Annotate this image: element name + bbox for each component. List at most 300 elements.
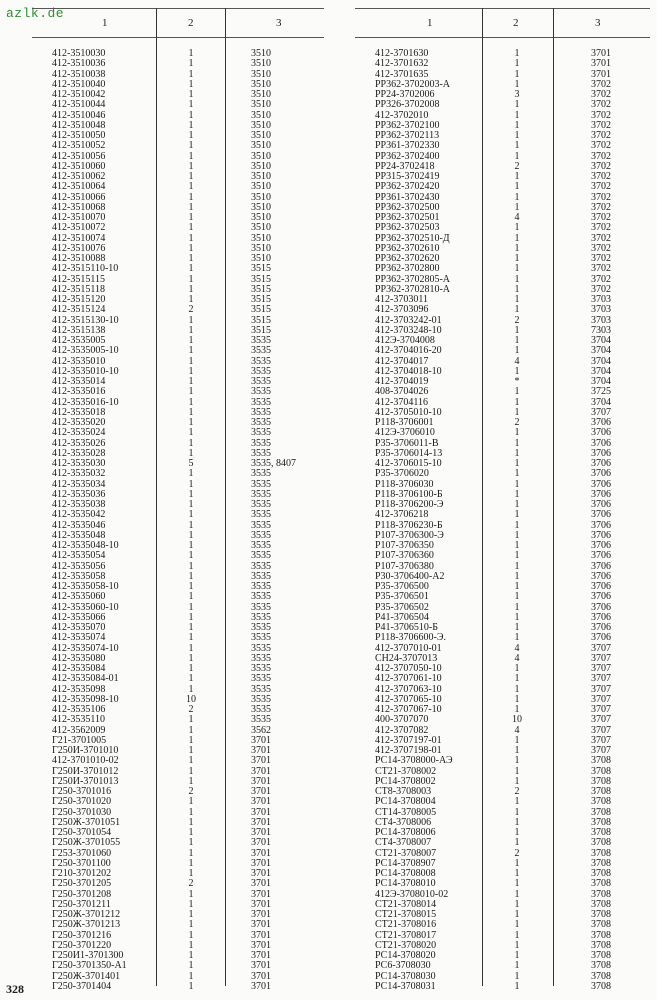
quantity: 2 [514, 847, 520, 859]
group-number: 3535 [251, 529, 271, 541]
part-number: 412-3510044 [52, 99, 106, 111]
part-number: 412-3510070 [52, 212, 106, 223]
quantity: 1 [188, 898, 194, 910]
part-number: РС14-3708020 [375, 950, 436, 961]
group-number: 3535 [251, 611, 271, 623]
group-number: 3706 [591, 611, 611, 623]
table-row [32, 715, 324, 725]
group-number: 3707 [591, 714, 611, 726]
part-number: СТ21-3708002 [375, 765, 437, 777]
quantity: 1 [188, 48, 194, 59]
part-number: 412-3535054 [52, 550, 106, 562]
group-number: 3535 [251, 427, 271, 439]
quantity: 2 [514, 314, 520, 326]
table-row [355, 346, 650, 356]
group-number: 3708 [591, 775, 611, 787]
quantity: 1 [514, 150, 520, 162]
part-number: 412-3701635 [375, 68, 429, 80]
quantity: 1 [514, 427, 520, 439]
group-number: 3510 [251, 89, 271, 100]
quantity: 1 [188, 847, 194, 859]
group-number: 3535 [251, 632, 271, 644]
part-number: 412-3535014 [52, 376, 106, 387]
group-number: 3535 [251, 417, 271, 428]
part-number: Г250-3701030 [52, 806, 112, 818]
part-number: 412-3707010-01 [375, 642, 442, 654]
quantity: 1 [514, 119, 520, 131]
group-number: 3706 [591, 540, 611, 551]
group-number: 3535, 8407 [251, 458, 296, 469]
group-number: 3510 [251, 181, 271, 193]
group-number: 3708 [591, 755, 611, 767]
part-number: Р107-3706380 [375, 560, 434, 572]
quantity: 1 [514, 765, 520, 777]
quantity: 1 [188, 796, 194, 808]
quantity: 1 [514, 447, 520, 459]
part-number: 412-3510068 [52, 201, 106, 213]
group-number: 3708 [591, 827, 611, 838]
group-number: 3708 [591, 857, 611, 869]
part-number: 412-3535106 [52, 704, 106, 715]
quantity: 1 [514, 478, 520, 490]
part-number: 412-3703242-01 [375, 314, 442, 326]
quantity: 1 [514, 99, 520, 111]
quantity: 1 [514, 745, 520, 756]
quantity: 1 [514, 560, 520, 572]
table-row [355, 428, 650, 438]
part-number: 412-3707065-10 [375, 693, 442, 705]
part-number: 412-3701630 [375, 48, 429, 59]
part-number: 412-3535074-10 [52, 642, 119, 654]
quantity: 1 [514, 898, 520, 910]
quantity: 1 [514, 458, 520, 469]
quantity: 1 [514, 888, 520, 900]
part-number: 412-3535038 [52, 499, 106, 510]
quantity: 1 [188, 335, 194, 346]
quantity: 1 [188, 99, 194, 111]
group-number: 3702 [591, 191, 611, 203]
quantity: 1 [514, 48, 520, 59]
group-number: 3701 [251, 980, 271, 992]
part-number: 412-3535084-01 [52, 673, 119, 685]
part-number: РР362-3702503 [375, 222, 440, 234]
group-number: 3701 [251, 888, 271, 900]
group-number: 3702 [591, 242, 611, 254]
part-number: 412-3535046 [52, 519, 106, 531]
group-number: 3535 [251, 714, 271, 726]
quantity: 1 [188, 109, 194, 121]
quantity: 1 [514, 130, 520, 141]
quantity: 1 [514, 673, 520, 685]
part-number: 412-3510046 [52, 109, 106, 121]
quantity: 1 [188, 745, 194, 756]
group-number: 3706 [591, 417, 611, 428]
group-number: 3708 [591, 950, 611, 961]
group-number: 3535 [251, 683, 271, 695]
part-number: РР362-3702400 [375, 150, 440, 162]
group-number: 3535 [251, 468, 271, 480]
part-number: РР362-3702500 [375, 201, 440, 213]
part-number: РР315-3702419 [375, 171, 440, 182]
table-row [32, 982, 324, 992]
part-number: 412-3535018 [52, 406, 106, 418]
part-number: 412-3535110 [52, 714, 105, 726]
quantity: 1 [514, 960, 520, 972]
table-row [32, 469, 324, 479]
quantity: 1 [514, 140, 520, 152]
group-number: 3535 [251, 509, 271, 521]
group-number: 3708 [591, 909, 611, 920]
group-number: 3706 [591, 622, 611, 633]
quantity: 3 [514, 89, 520, 100]
group-number: 3704 [591, 335, 611, 346]
quantity: 1 [514, 868, 520, 879]
part-number: СТ4-3708007 [375, 837, 432, 849]
quantity: 1 [188, 950, 194, 961]
part-number: Р107-3706300-Э [375, 529, 444, 541]
group-number: 3535 [251, 437, 271, 449]
quantity: 1 [514, 529, 520, 541]
quantity: 1 [188, 857, 194, 869]
group-number: 3515 [251, 273, 271, 285]
quantity: 1 [188, 601, 194, 613]
quantity: 1 [188, 560, 194, 572]
group-number: 3535 [251, 478, 271, 490]
quantity: 1 [514, 693, 520, 705]
quantity: 1 [188, 376, 194, 387]
part-number: СН24-3707013 [375, 652, 438, 664]
part-number: 412-3535036 [52, 488, 106, 500]
part-number: 412-3535098-10 [52, 693, 119, 705]
header-col-2: 2 [188, 17, 194, 29]
table-row [32, 141, 324, 151]
group-number: 3701 [251, 847, 271, 859]
group-number: 3515 [251, 283, 271, 295]
quantity: 1 [514, 273, 520, 285]
quantity: 4 [514, 652, 520, 664]
group-number: 3535 [251, 601, 271, 613]
table-row [355, 797, 650, 807]
part-number: 412-3510062 [52, 171, 106, 182]
part-number: 412-3703096 [375, 304, 429, 316]
quantity: 1 [188, 201, 194, 213]
part-number: РР362-3702800 [375, 263, 440, 275]
table-row [32, 756, 324, 766]
table-body [355, 38, 650, 992]
part-number: 412-3704116 [375, 396, 428, 408]
part-number: 412-3535020 [52, 417, 106, 428]
part-number: 412-3515138 [52, 324, 106, 336]
group-number: 3706 [591, 632, 611, 644]
group-number: 3706 [591, 560, 611, 572]
group-number: 3707 [591, 704, 611, 715]
group-number: 3701 [251, 970, 271, 982]
table-row [355, 469, 650, 479]
group-number: 3708 [591, 847, 611, 859]
part-number: Р118-3706200-Э [375, 499, 444, 510]
group-number: 3701 [251, 919, 271, 931]
part-number: 412-3703011 [375, 294, 428, 305]
part-number: 412Э-3706010 [375, 427, 435, 439]
quantity: 2 [514, 160, 520, 172]
quantity: 1 [514, 509, 520, 521]
part-number: 412Э-3704008 [375, 335, 435, 346]
group-number: 3510 [251, 242, 271, 254]
group-number: 3702 [591, 99, 611, 111]
group-number: 3515 [251, 314, 271, 326]
group-number: 3535 [251, 581, 271, 592]
quantity: 1 [188, 622, 194, 633]
group-number: 3535 [251, 488, 271, 500]
quantity: 4 [514, 355, 520, 367]
quantity: 1 [188, 765, 194, 777]
group-number: 3535 [251, 704, 271, 715]
table-row [32, 305, 324, 315]
group-number: 3704 [591, 345, 611, 357]
part-number: 412-3535005 [52, 335, 106, 346]
quantity: 1 [514, 519, 520, 531]
part-number: РР24-3702006 [375, 89, 435, 100]
group-number: 3706 [591, 601, 611, 613]
quantity: 1 [188, 806, 194, 818]
group-number: 3708 [591, 816, 611, 828]
group-number: 3535 [251, 365, 271, 377]
quantity: 1 [514, 283, 520, 295]
part-number: 412-3535048 [52, 529, 106, 541]
part-number: 412-3707050-10 [375, 663, 442, 674]
part-number: 412-3706218 [375, 509, 429, 521]
group-number: 3707 [591, 652, 611, 664]
table-row [32, 182, 324, 192]
group-number: 3701 [251, 796, 271, 808]
quantity: 1 [514, 950, 520, 961]
part-number: Г250-3701211 [52, 898, 111, 910]
part-number: РР362-3702501 [375, 212, 440, 223]
quantity: 1 [188, 324, 194, 336]
group-number: 3515 [251, 294, 271, 305]
part-number: РР362-3702610 [375, 242, 440, 254]
group-number: 3535 [251, 570, 271, 582]
quantity: 1 [514, 755, 520, 767]
group-number: 3510 [251, 99, 271, 111]
quantity: 1 [188, 570, 194, 582]
part-number: 412-3535080 [52, 652, 106, 664]
group-number: 3535 [251, 355, 271, 367]
header-col-3: 3 [276, 17, 282, 29]
group-number: 3707 [591, 673, 611, 685]
part-number: 412-3704017 [375, 355, 429, 367]
group-number: 3706 [591, 509, 611, 521]
group-number: 3701 [591, 48, 611, 59]
quantity: 1 [514, 570, 520, 582]
quantity: 1 [188, 283, 194, 295]
group-number: 3706 [591, 478, 611, 490]
part-number: 412-3510056 [52, 150, 106, 162]
part-number: Р35-3706014-13 [375, 447, 443, 459]
part-number: Г250Ж-3701051 [52, 816, 121, 828]
group-number: 3535 [251, 540, 271, 551]
group-number: 3708 [591, 939, 611, 951]
group-number: 3701 [251, 857, 271, 869]
quantity: 1 [188, 724, 194, 736]
group-number: 3510 [251, 212, 271, 223]
part-number: Г250-3701220 [52, 939, 112, 951]
quantity: 2 [188, 786, 194, 797]
quantity: 10 [186, 693, 196, 705]
group-number: 3535 [251, 560, 271, 572]
quantity: 1 [514, 816, 520, 828]
quantity: 1 [188, 827, 194, 838]
part-number: 412-3562009 [52, 724, 106, 736]
group-number: 3535 [251, 591, 271, 603]
group-number: 3535 [251, 663, 271, 674]
part-number: РС14-3708008 [375, 868, 436, 879]
group-number: 3702 [591, 201, 611, 213]
quantity: 1 [514, 406, 520, 418]
part-number: СТ21-3708020 [375, 939, 437, 951]
part-number: Г250-3701208 [52, 888, 112, 900]
quantity: 1 [188, 365, 194, 377]
quantity: 1 [188, 888, 194, 900]
part-number: Р118-3706100-Б [375, 488, 443, 500]
quantity: 5 [188, 458, 194, 469]
part-number: РР361-3702430 [375, 191, 440, 203]
table-row [355, 879, 650, 889]
group-number: 3702 [591, 130, 611, 141]
quantity: 1 [514, 919, 520, 931]
group-number: 3510 [251, 78, 271, 90]
part-number: РС14-3708030 [375, 970, 436, 982]
quantity: 2 [188, 304, 194, 316]
quantity: 1 [514, 939, 520, 951]
part-number: 412-3707198-01 [375, 745, 442, 756]
quantity: 1 [188, 663, 194, 674]
part-number: Р35-3706500 [375, 581, 429, 592]
group-number: 3701 [591, 68, 611, 80]
quantity: 1 [514, 775, 520, 787]
quantity: 1 [188, 396, 194, 408]
group-number: 3535 [251, 376, 271, 387]
quantity: 1 [188, 130, 194, 141]
group-number: 3701 [251, 909, 271, 920]
group-number: 3510 [251, 160, 271, 172]
quantity: 2 [188, 704, 194, 715]
table-row [355, 838, 650, 848]
quantity: 1 [188, 632, 194, 644]
header-col-1: 1 [102, 17, 108, 29]
quantity: 1 [188, 78, 194, 90]
quantity: 1 [188, 253, 194, 264]
group-number: 3535 [251, 642, 271, 654]
quantity: 1 [188, 140, 194, 152]
part-number: 412Э-3708010-02 [375, 888, 449, 900]
group-number: 3703 [591, 294, 611, 305]
group-number: 3701 [251, 765, 271, 777]
quantity: 1 [514, 437, 520, 449]
quantity: 1 [514, 622, 520, 633]
part-number: 412-3535042 [52, 509, 106, 521]
part-number: Г210-3701202 [52, 868, 112, 879]
group-number: 3702 [591, 222, 611, 234]
part-number: 412-3535024 [52, 427, 106, 439]
group-number: 3701 [251, 837, 271, 849]
quantity: 1 [188, 294, 194, 305]
table-row [355, 182, 650, 192]
group-number: 3707 [591, 693, 611, 705]
part-number: 412-3535010 [52, 355, 106, 367]
group-number: 3707 [591, 734, 611, 746]
group-number: 3708 [591, 888, 611, 900]
quantity: 1 [188, 212, 194, 223]
part-number: РР362-3702420 [375, 181, 440, 193]
quantity: 1 [514, 365, 520, 377]
group-number: 3706 [591, 437, 611, 449]
part-number: 412-3707082 [375, 724, 429, 736]
watermark: azlk.de [6, 6, 65, 21]
part-number: 412-3510066 [52, 191, 106, 203]
group-number: 3725 [591, 386, 611, 398]
part-number: РС14-3708002 [375, 775, 436, 787]
group-number: 3708 [591, 837, 611, 849]
quantity: 2 [514, 786, 520, 797]
group-number: 3510 [251, 150, 271, 162]
group-number: 3510 [251, 140, 271, 152]
table-row [32, 838, 324, 848]
group-number: 3704 [591, 396, 611, 408]
group-number: 3701 [251, 745, 271, 756]
table-row [355, 305, 650, 315]
quantity: 1 [188, 540, 194, 551]
part-number: 412-3535058-10 [52, 581, 119, 592]
part-number: 412-3510050 [52, 130, 106, 141]
quantity: 1 [188, 345, 194, 357]
quantity: 1 [188, 386, 194, 398]
group-number: 3562 [251, 724, 271, 736]
table-row [32, 100, 324, 110]
part-number: РР326-3702008 [375, 99, 440, 111]
quantity: 1 [514, 970, 520, 982]
quantity: 1 [514, 242, 520, 254]
group-number: 3535 [251, 335, 271, 346]
table-row [355, 633, 650, 643]
quantity: 1 [514, 222, 520, 234]
part-number: СТ14-3708005 [375, 806, 437, 818]
part-number: Г250И-3701013 [52, 775, 119, 787]
part-number: 412-3535028 [52, 447, 106, 459]
quantity: 2 [188, 878, 194, 890]
quantity: 1 [514, 611, 520, 623]
group-number: 3706 [591, 581, 611, 592]
part-number: Г21-3701005 [52, 734, 107, 746]
table-row [32, 592, 324, 602]
group-number: 3515 [251, 263, 271, 275]
part-number: 412-3535026 [52, 437, 106, 449]
quantity: 1 [188, 58, 194, 70]
part-number: РС14-3708907 [375, 857, 436, 869]
quantity: 1 [188, 550, 194, 562]
part-number: 412-3704019 [375, 376, 429, 387]
part-number: РС6-3708030 [375, 960, 431, 972]
table-row [32, 264, 324, 274]
quantity: 1 [514, 909, 520, 920]
quantity: 1 [514, 181, 520, 193]
quantity: 1 [514, 499, 520, 510]
quantity: 1 [188, 89, 194, 100]
group-number: 3703 [591, 314, 611, 326]
group-number: 3510 [251, 119, 271, 131]
quantity: 1 [188, 755, 194, 767]
part-number: 412-3702010 [375, 109, 429, 121]
